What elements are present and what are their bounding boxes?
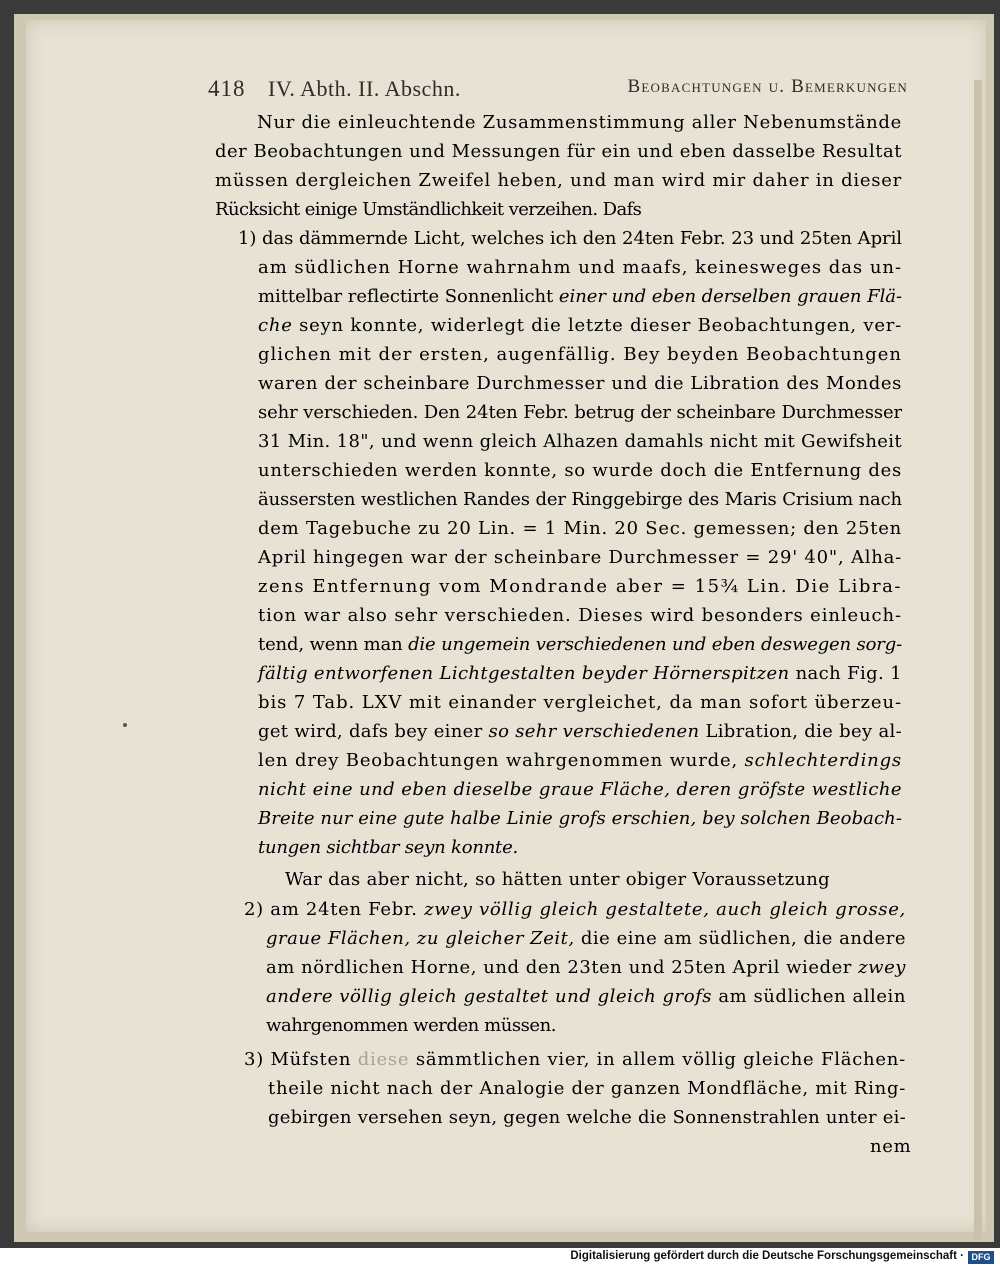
text-span: theile nicht nach der Analogie der ganzen Mondfläche, mit Ring- [268,1078,906,1099]
text-line [215,140,902,164]
text-span: müssen dergleichen Zweifel heben, und man wird mir daher in dieser [215,170,902,191]
text-span: gebirgen versehen seyn, gegen welche die Sonnenstrahlen unter ei- [268,1107,906,1128]
text-line [258,720,902,744]
text-span: sämmtlichen vier, in allem völlig gleiche Flächen- [409,1049,907,1070]
text-line [870,1135,911,1159]
text-line [258,343,902,367]
text-span: tend, wenn man [258,634,409,655]
italic-span: einer und eben derselben grauen Flä- [558,286,902,307]
footer-bar [0,1248,1000,1268]
italic-span: andere völlig gleich gestaltet und gleich grofs [266,986,713,1007]
text-span: 3) Müfsten [244,1049,358,1070]
italic-span: graue Flächen, zu gleicher Zeit, [266,928,575,949]
text-span: glichen mit der ersten, augenfällig. Bey beyden Beobachtungen [258,344,902,365]
text-line [258,488,902,512]
text-span: Libration, die bey al- [699,721,902,742]
text-line [215,198,641,222]
section-label: IV. Abth. II. Abschn. [268,76,461,101]
text-line [258,836,518,860]
italic-span: die ungemein verschiedenen und eben deswegen sorg- [408,634,902,655]
text-line [258,256,902,280]
text-span: äussersten westlichen Randes der Ringgebirge des Maris Crisium nach [258,489,902,510]
text-span: 2) am 24ten Febr. [244,899,425,920]
text-line [258,401,902,425]
text-line [238,227,902,251]
text-span: get wird, dafs bey einer [258,721,489,742]
running-header [208,76,908,106]
text-span: zens Entfernung vom Mondrande aber = 15¾ Lin. Die Libra- [258,576,902,597]
text-line [268,1106,906,1130]
text-span: sehr verschieden. Den 24ten Febr. betrug der scheinbare Durchmesser [258,402,902,423]
text-line [257,111,902,135]
text-line [258,807,902,831]
italic-span: zwey völlig gleich gestaltete, auch gleich grosse, [424,899,906,920]
text-span: der Beobachtungen und Messungen für ein und eben dasselbe Resultat [215,141,902,162]
text-span: unterschieden werden konnte, so wurde doch die Entfernung des [258,460,902,481]
text-line [258,546,902,570]
text-line [258,285,902,309]
text-line [258,430,902,454]
text-line [244,1048,906,1072]
text-span: wahrgenommen werden müssen. [266,1015,556,1036]
faded-span: diese [357,1049,410,1070]
text-span: die eine am südlichen, die andere [574,928,906,949]
italic-span: nicht eine und eben dieselbe graue Fläche, deren gröfste westliche [258,779,902,800]
text-line [258,372,902,396]
text-line [244,898,906,922]
italic-span: tungen sichtbar seyn konnte. [258,837,518,858]
text-line [258,662,902,686]
text-line [258,517,902,541]
text-span: mittelbar reflectirte Sonnenlicht [258,286,559,307]
text-span: nach Fig. 1 [789,663,902,684]
text-span: April hingegen war der scheinbare Durchmesser = 29' 40", Alha- [258,547,902,568]
dfg-logo: DFG [968,1251,994,1264]
text-line [258,749,902,773]
italic-span: schlechterdings [744,750,902,771]
margin-speck [123,723,127,727]
italic-span: Breite nur eine gute halbe Linie grofs erschien, bey solchen Beobach- [258,808,902,829]
italic-span: fältig entworfenen Lichtgestalten beyder Hörnerspitzen [258,663,790,684]
italic-span: so sehr verschiedenen [488,721,700,742]
text-span: dem Tagebuche zu 20 Lin. = 1 Min. 20 Sec. gemessen; den 25ten [258,518,902,539]
text-line [266,927,906,951]
running-title: Beobachtungen u. Bemerkungen [627,76,908,97]
text-line [258,691,902,715]
text-span: nem [870,1136,912,1157]
text-span: Nur die einleuchtende Zusammenstimmung aller Nebenumstände [257,112,902,133]
text-line [258,778,902,802]
text-span: am südlichen Horne wahrnahm und maafs, keinesweges das un- [258,257,902,278]
text-line [258,575,902,599]
page-number: 418 [208,76,246,101]
text-span: tion war also sehr verschieden. Dieses wird besonders einleuch- [258,605,902,626]
text-line [266,1014,556,1038]
text-span: War das aber nicht, so hätten unter obiger Voraussetzung [285,869,830,890]
text-line [215,169,902,193]
text-span: len drey Beobachtungen wahrgenommen wurde, [258,750,745,771]
italic-span: che [258,315,293,336]
text-span: am südlichen allein [712,986,906,1007]
text-line [258,459,902,483]
text-line [266,956,906,980]
text-span: Rücksicht einige Umständlichkeit verzeihen. Dafs [215,199,642,220]
text-span: am nördlichen Horne, und den 23ten und 25ten April wieder [266,957,859,978]
italic-span: zwey [858,957,906,978]
text-span: 31 Min. 18", und wenn gleich Alhazen damahls nicht mit Gewifsheit [258,431,902,452]
text-span: 1) das dämmernde Licht, welches ich den 24ten Febr. 23 und 25ten April [238,228,902,249]
text-line [268,1077,906,1101]
text-line [266,985,906,1009]
text-line [285,868,830,892]
text-span: waren der scheinbare Durchmesser und die Libration des Mondes [258,373,902,394]
text-line [258,604,902,628]
text-span: bis 7 Tab. LXV mit einander vergleichet, da man sofort überzeu- [258,692,902,713]
funding-credit: Digitalisierung gefördert durch die Deutsche Forschungsgemeinschaft · [570,1250,964,1262]
text-span: seyn konnte, widerlegt die letzte dieser Beobachtungen, ver- [292,315,902,336]
page-fold-shadow [974,80,982,1240]
text-line [258,314,902,338]
text-line [258,633,902,657]
